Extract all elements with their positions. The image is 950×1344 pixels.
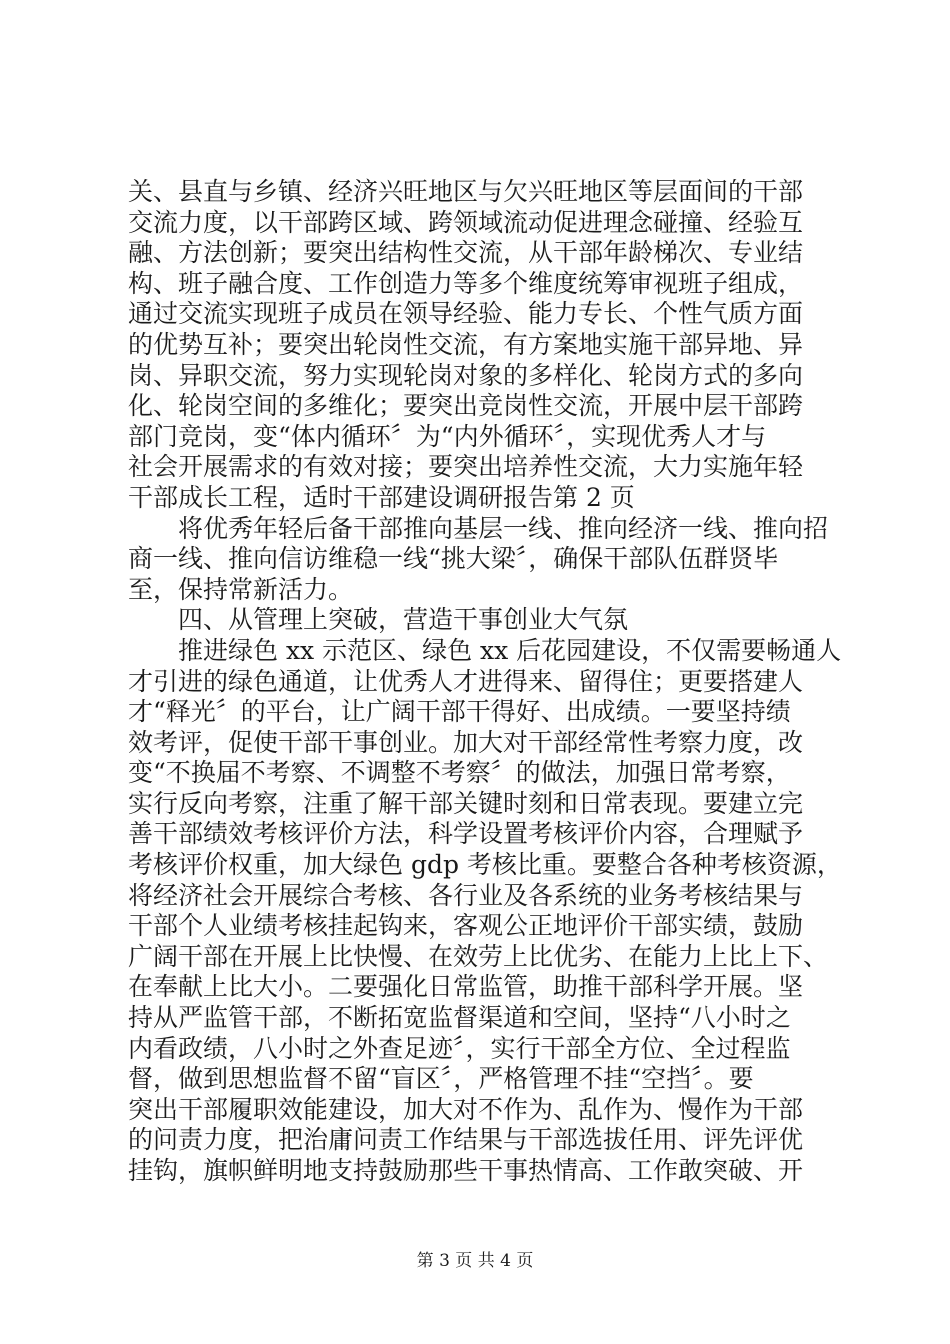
page-number: 第 3 页 共 4 页 <box>416 1251 534 1271</box>
text-line: 的问责力度，把治庸问责工作结果与干部选拔任用、评先评优 <box>128 1125 804 1155</box>
text-line: 才引进的绿色通道，让优秀人才进得来、留得住；更要搭建人 <box>128 666 804 696</box>
text-line: 在奉献上比大小。二要强化日常监管，助推干部科学开展。坚 <box>128 972 804 1002</box>
text-line: 实行反向考察，注重了解干部关键时刻和日常表现。要建立完 <box>128 788 804 818</box>
text-line: 社会开展需求的有效对接；要突出培养性交流，大力实施年轻 <box>128 452 804 482</box>
text-line: 考核评价权重，加大绿色 gdp 考核比重。要整合各种考核资源， <box>128 850 842 880</box>
text-line: 将经济社会开展综合考核、各行业及各系统的业务考核结果与 <box>128 880 804 910</box>
text-line: 的优势互补；要突出轮岗性交流，有方案地实施干部异地、异 <box>128 329 804 359</box>
text-line: 督，做到思想监督不留“盲区〞，严格管理不挂“空挡〞。要 <box>128 1064 754 1094</box>
text-line: 持从严监管干部，不断拓宽监督渠道和空间，坚持“八小时之 <box>128 1003 791 1033</box>
text-line: 交流力度，以干部跨区域、跨领域流动促进理念碰撞、经验互 <box>128 207 804 237</box>
paragraph-start-line: 将优秀年轻后备干部推向基层一线、推向经济一线、推向招 <box>178 513 829 543</box>
text-line: 部门竞岗，变“体内循环〞为“内外循环〞，实现优秀人才与 <box>128 421 767 451</box>
text-line: 商一线、推向信访维稳一线“挑大梁〞，确保干部队伍群贤毕 <box>128 544 779 574</box>
text-line: 融、方法创新；要突出结构性交流，从干部年龄梯次、专业结 <box>128 238 804 268</box>
text-line: 变“不换届不考察、不调整不考察〞的做法，加强日常考察， <box>128 758 791 788</box>
text-line: 关、县直与乡镇、经济兴旺地区与欠兴旺地区等层面间的干部 <box>128 177 804 206</box>
text-line: 效考评，促使干部干事创业。加大对干部经常性考察力度，改 <box>128 727 804 757</box>
text-line: 通过交流实现班子成员在领导经验、能力专长、个性气质方面 <box>128 299 804 329</box>
text-line: 内看政绩，八小时之外查足迹〞，实行干部全方位、全过程监 <box>128 1033 791 1063</box>
text-line: 干部成长工程，适时干部建设调研报告第 2 页 <box>128 482 635 512</box>
page-footer <box>0 1246 950 1271</box>
text-line: 干部个人业绩考核挂起钩来，客观公正地评价干部实绩，鼓励 <box>128 911 804 941</box>
text-line: 广阔干部在开展上比快慢、在效劳上比优劣、在能力上比上下、 <box>128 941 829 971</box>
text-line: 构、班子融合度、工作创造力等多个维度统筹审视班子组成， <box>128 268 804 298</box>
text-line: 至，保持常新活力。 <box>128 574 354 604</box>
text-line: 挂钩，旗帜鲜明地支持鼓励那些干事热情高、工作敢突破、开 <box>128 1156 804 1185</box>
text-line: 化、轮岗空间的多维化；要突出竞岗性交流，开展中层干部跨 <box>128 391 804 421</box>
section-heading: 四、从管理上突破，营造干事创业大气氛 <box>178 605 629 635</box>
text-line: 才“释光〞的平台，让广阔干部干得好、出成绩。一要坚持绩 <box>128 697 791 727</box>
text-line: 突出干部履职效能建设，加大对不作为、乱作为、慢作为干部 <box>128 1094 804 1124</box>
paragraph-start-line: 推进绿色 xx 示范区、绿色 xx 后花园建设，不仅需要畅通人 <box>178 635 842 665</box>
text-line: 善干部绩效考核评价方法，科学设置考核评价内容，合理赋予 <box>128 819 804 849</box>
text-line: 岗、异职交流，努力实现轮岗对象的多样化、轮岗方式的多向 <box>128 360 804 390</box>
document-body <box>128 177 842 1187</box>
